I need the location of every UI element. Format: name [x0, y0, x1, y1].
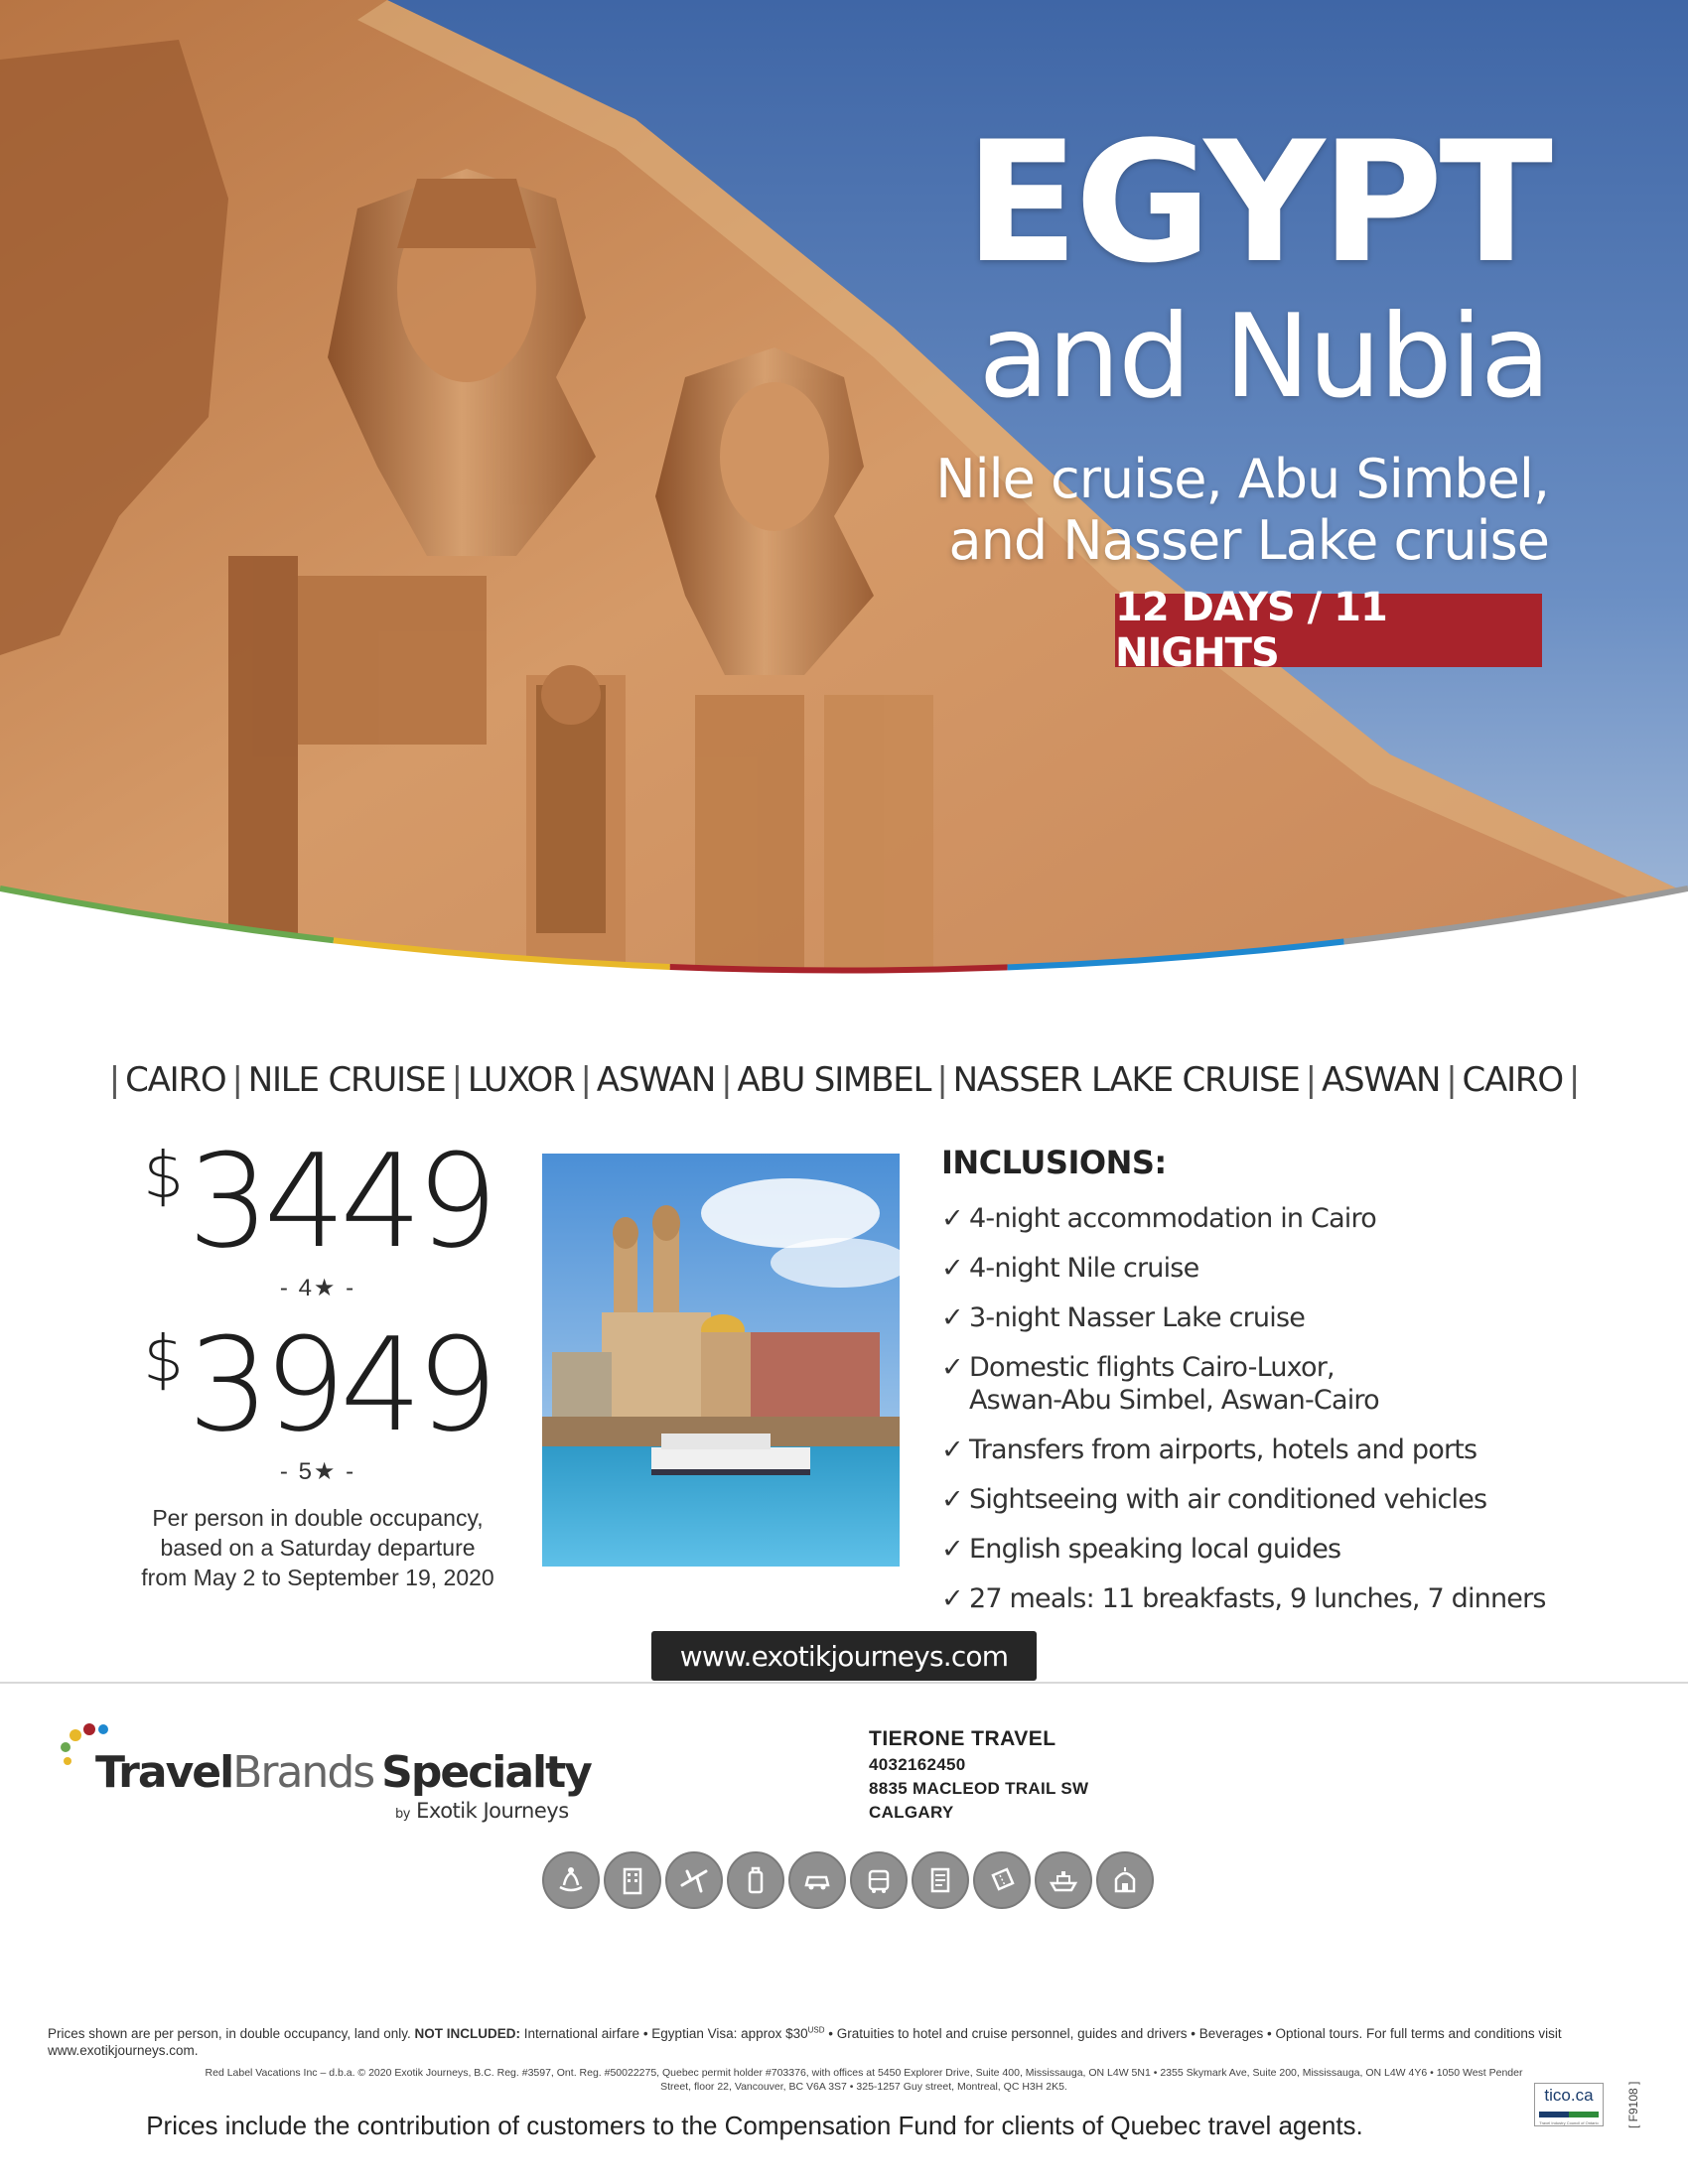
hotel-icon [604, 1851, 661, 1909]
price-value: 3449 [187, 1126, 492, 1277]
check-icon: ✓ [941, 1483, 963, 1515]
plane-icon [665, 1851, 723, 1909]
agency-city: CALGARY [869, 1803, 954, 1822]
check-icon: ✓ [941, 1252, 963, 1284]
service-icons-row [542, 1851, 1154, 1909]
price-5-star [119, 1309, 516, 1460]
car-icon [788, 1851, 846, 1909]
currency-symbol: $ [143, 1140, 184, 1213]
terms-prefix: Prices shown are per person, in double occupancy, land only. [48, 2026, 411, 2041]
aswan-nile-photo [542, 1154, 900, 1567]
price-conditions [119, 1504, 516, 1593]
price-note-line: Per person in double occupancy, [152, 1505, 484, 1531]
list-item [941, 1434, 1587, 1467]
check-icon: ✓ [941, 1351, 963, 1383]
price-4-star [119, 1126, 516, 1277]
bus-icon [850, 1851, 908, 1909]
route-stop: ASWAN [596, 1060, 716, 1100]
agency-contact [869, 1727, 1088, 1823]
inclusion-text: 27 meals: 11 breakfasts, 9 lunches, 7 dinners [969, 1582, 1546, 1614]
subtitle-line-2: and Nasser Lake cruise [948, 508, 1549, 572]
document-icon [912, 1851, 969, 1909]
cruise-ship-icon [1035, 1851, 1092, 1909]
luggage-icon [727, 1851, 784, 1909]
star-rating-5: - 5★ - [279, 1458, 356, 1485]
route-stop: ABU SIMBEL [737, 1060, 931, 1100]
star-rating-4: - 4★ - [279, 1275, 356, 1301]
check-icon: ✓ [941, 1203, 963, 1234]
check-icon: ✓ [941, 1582, 963, 1614]
price-value: 3949 [187, 1309, 492, 1460]
inclusion-text: Transfers from airports, hotels and ports [969, 1433, 1477, 1465]
check-icon: ✓ [941, 1433, 963, 1465]
inclusions-heading: INCLUSIONS: [941, 1144, 1167, 1181]
terms-text [48, 2025, 1597, 2060]
inclusion-text: Sightseeing with air conditioned vehicles [969, 1483, 1487, 1515]
list-item [941, 1203, 1587, 1236]
inclusions-list [941, 1203, 1587, 1615]
list-item [941, 1534, 1587, 1567]
visa-unit: USD [807, 2025, 825, 2035]
travelbrands-specialty-logo [56, 1717, 612, 1827]
agency-name: TIERONE TRAVEL [869, 1727, 1056, 1750]
tico-logo [1534, 2083, 1604, 2126]
quebec-fund-notice: Prices include the contribution of customers to the Compensation Fund for clients of Quebec travel agents. [146, 2111, 1363, 2140]
flyer-code: [ F9108 ] [1626, 2081, 1640, 2128]
route-separator: | [580, 1060, 591, 1100]
route-separator: | [1446, 1060, 1457, 1100]
inclusions-section [941, 1144, 1587, 1632]
route-separator: | [936, 1060, 947, 1100]
subtitle [935, 449, 1549, 571]
inclusion-text: English speaking local guides [969, 1533, 1341, 1565]
ticket-icon [973, 1851, 1031, 1909]
logo-by: by [395, 1807, 410, 1822]
logo-exotik: Exotik Journeys [416, 1799, 569, 1823]
route-stop: CAIRO [1462, 1060, 1563, 1100]
spa-icon [542, 1851, 600, 1909]
section-divider [0, 1682, 1688, 1684]
route-separator: | [1305, 1060, 1316, 1100]
title-and-nubia: and Nubia [978, 290, 1549, 424]
legal-text: Red Label Vacations Inc – d.b.a. © 2020 Exotik Journeys, B.C. Reg. #3597, Ont. Reg. #50022275, Quebec permit holder #703376, with offices at 5450 Explorer Drive, Suite 400, Mississauga, ON L4W 5N1 • 2355 Skymark Ave, Suite 200, Mississauga, ON L4W 4Y6 • 1050 West Pender Street, floor 22, Vancouver, BC V6A 3S7 • 325-1257 Guy street, Montreal, QC H3H 2K5. [205, 2067, 1523, 2093]
route-separator: | [108, 1060, 120, 1100]
route-separator: | [1568, 1060, 1580, 1100]
check-icon: ✓ [941, 1301, 963, 1333]
title-egypt: EGYPT [964, 105, 1549, 300]
inclusion-text: 4-night Nile cruise [969, 1252, 1199, 1284]
route-stop: ASWAN [1321, 1060, 1441, 1100]
hero-banner [0, 0, 1688, 993]
currency-symbol: $ [143, 1323, 184, 1397]
list-item [941, 1253, 1587, 1286]
route-stop: NILE CRUISE [247, 1060, 446, 1100]
itinerary-route [0, 1060, 1688, 1100]
price-note-line: from May 2 to September 19, 2020 [141, 1564, 494, 1590]
route-separator: | [721, 1060, 732, 1100]
subtitle-line-1: Nile cruise, Abu Simbel, [935, 448, 1549, 510]
hero-title-block [935, 105, 1549, 572]
temple-icon [1096, 1851, 1154, 1909]
check-icon: ✓ [941, 1533, 963, 1565]
inclusion-text: Domestic flights Cairo-Luxor, Aswan-Abu Simbel, Aswan-Cairo [969, 1351, 1379, 1416]
inclusion-text: 3-night Nasser Lake cruise [969, 1301, 1306, 1333]
list-item [941, 1302, 1587, 1335]
terms-exclusions: International airfare • Egyptian Visa: approx $30 [523, 2026, 808, 2041]
price-block [119, 1126, 516, 1593]
tico-label: tico.ca [1544, 2086, 1594, 2105]
agency-address: 8835 MACLEOD TRAIL SW [869, 1779, 1089, 1798]
route-stop: CAIRO [125, 1060, 226, 1100]
tico-color-bar [1539, 2112, 1599, 2117]
website-link[interactable]: www.exotikjourneys.com [651, 1631, 1037, 1681]
route-separator: | [231, 1060, 242, 1100]
logo-specialty: Specialty [381, 1747, 591, 1798]
terms-tail: • Gratuities to hotel and cruise personnel, guides and drivers • Beverages • Optional tours. For full terms and conditions visit www.exotikjourneys.com. [48, 2026, 1562, 2059]
duration-badge: 12 DAYS / 11 NIGHTS [1115, 594, 1542, 667]
logo-travel: Travel [95, 1747, 233, 1798]
list-item [941, 1583, 1587, 1616]
logo-wordmark [95, 1747, 591, 1798]
route-stop: NASSER LAKE CRUISE [952, 1060, 1300, 1100]
not-included-label: NOT INCLUDED: [414, 2026, 520, 2041]
logo-byline [395, 1799, 569, 1823]
list-item [941, 1352, 1587, 1418]
agency-phone: 4032162450 [869, 1755, 966, 1774]
tico-tagline: Travel Industry Council of Ontario [1539, 2120, 1599, 2125]
price-note-line: based on a Saturday departure [160, 1534, 476, 1561]
inclusion-text: 4-night accommodation in Cairo [969, 1203, 1376, 1234]
route-stop: LUXOR [467, 1060, 575, 1100]
list-item [941, 1484, 1587, 1517]
route-separator: | [451, 1060, 462, 1100]
logo-brands: Brands [232, 1747, 374, 1798]
